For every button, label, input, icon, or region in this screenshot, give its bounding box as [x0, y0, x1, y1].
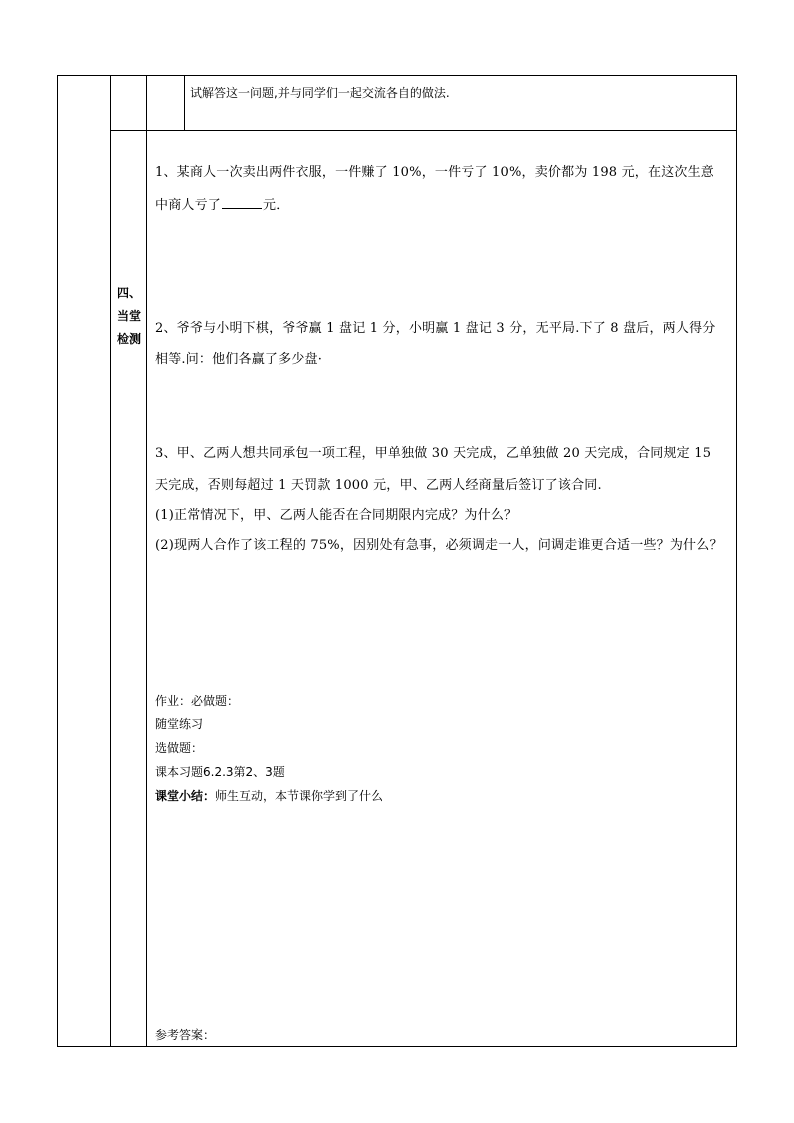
- homework-required: 随堂练习: [155, 717, 204, 731]
- answers-label: 参考答案：: [155, 1028, 216, 1042]
- table-left-border: [57, 75, 58, 1047]
- section-label: 四、当堂检测: [116, 286, 141, 346]
- table-top-border: [57, 75, 737, 76]
- table-right-border: [736, 75, 737, 1047]
- column-divider-3: [184, 75, 185, 130]
- table-bottom-border: [57, 1046, 737, 1047]
- question-3-sub-2: (2)现两人合作了该工程的 75%，因别处有急事，必须调走一人，问调走谁更合适一些？为什么？: [155, 538, 723, 553]
- answer-blank: [222, 196, 262, 209]
- homework-label: 作业：必做题：: [155, 694, 240, 708]
- question-2-line-2: 相等.问：他们各赢了多少盘·: [155, 352, 323, 367]
- question-1-line-1: 1、某商人一次卖出两件衣服，一件赚了 10%，一件亏了 10%，卖价都为 198 元，在这次生意: [155, 165, 715, 180]
- question-2-line-1: 2、爷爷与小明下棋，爷爷赢 1 盘记 1 分，小明赢 1 盘记 3 分，无平局.下了 8 盘后，两人得分: [155, 321, 716, 336]
- summary-text: 师生互动，本节课你学到了什么: [215, 789, 384, 803]
- summary-line: [155, 785, 383, 807]
- question-1-line-2: [155, 196, 289, 214]
- column-divider-2: [146, 75, 147, 1047]
- homework-optional-label: 选做题：: [155, 741, 204, 755]
- question-3-line-1: 3、甲、乙两人想共同承包一项工程，甲单独做 30 天完成，乙单独做 20 天完成，合同规定 15: [155, 446, 712, 461]
- question-3-line-2: 天完成，否则每超过 1 天罚款 1000 元，甲、乙两人经商量后签订了该合同.: [155, 478, 602, 493]
- question-1-text-after-blank: 元．: [263, 198, 290, 213]
- row-divider: [110, 130, 737, 131]
- homework-optional: 课本习题6.2.3第2、3题: [155, 765, 285, 779]
- question-1-text-before-blank: 中商人亏了: [155, 198, 222, 213]
- question-3-sub-1: (1)正常情况下，甲、乙两人能否在合同期限内完成？为什么？: [155, 508, 518, 523]
- column-divider-1: [110, 75, 111, 1047]
- summary-label: 课堂小结：: [155, 789, 216, 803]
- top-row-text: 试解答这一问题,并与同学们一起交流各自的做法.: [190, 86, 450, 100]
